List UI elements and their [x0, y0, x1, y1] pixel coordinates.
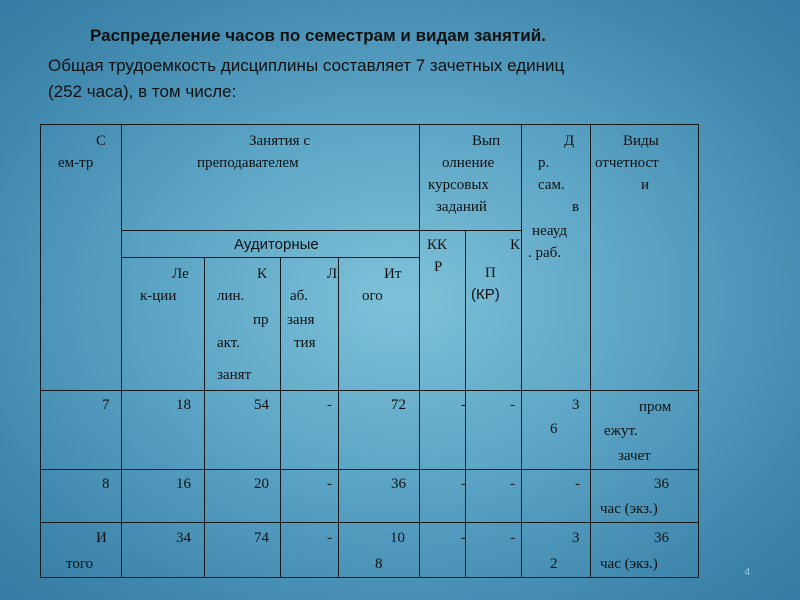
- header-semester-2: ем-тр: [58, 155, 94, 171]
- table-line-v3: [280, 257, 281, 577]
- row-7-practice: 54: [254, 397, 269, 413]
- table-border-bottom: [40, 577, 699, 578]
- header-with-teacher-2: преподавателем: [197, 155, 299, 171]
- row-7-total: 72: [391, 397, 406, 413]
- row-total-semester-2: того: [66, 556, 94, 572]
- header-report-types-3: и: [641, 177, 650, 193]
- header-self-study-1: Д: [564, 133, 575, 149]
- page-number: 4: [744, 567, 750, 578]
- header-self-study-5: неауд: [532, 223, 567, 239]
- row-total-lectures: 34: [176, 530, 191, 546]
- row-total-practice: 74: [254, 530, 269, 546]
- row-7-lectures: 18: [176, 397, 191, 413]
- header-practice-2: лин.: [217, 288, 245, 304]
- subtitle-line-2: (252 часа), в том числе:: [48, 82, 237, 101]
- row-7-kp: -: [510, 397, 515, 413]
- header-self-study-4: в: [572, 199, 580, 215]
- header-practice-1: К: [257, 266, 268, 282]
- row-7-report-3: зачет: [618, 448, 651, 464]
- header-practice-5: занят: [217, 367, 252, 383]
- row-7-report-2: ежут.: [604, 423, 638, 439]
- table-line-v5: [419, 124, 420, 577]
- row-total-total-2: 8: [375, 556, 383, 572]
- header-kkr-2: Р: [434, 259, 443, 275]
- header-kp-2: П: [485, 265, 496, 281]
- table-line-h1: [121, 230, 521, 231]
- row-8-self-study: -: [575, 476, 580, 492]
- header-report-types-2: отчетност: [595, 155, 659, 171]
- row-7-semester: 7: [102, 397, 110, 413]
- header-kkr-1: КК: [427, 237, 448, 253]
- header-coursework-4: заданий: [436, 199, 487, 215]
- row-total-report-2: час (экз.): [600, 556, 658, 572]
- slide-title: Распределение часов по семестрам и видам занятий.: [90, 26, 546, 45]
- row-total-total-1: 10: [390, 530, 405, 546]
- table-line-h4: [40, 469, 699, 470]
- row-8-kkr: -: [461, 476, 466, 492]
- header-practice-3: пр: [253, 312, 269, 328]
- header-self-study-6: . раб.: [528, 245, 562, 261]
- row-7-report-1: пром: [639, 399, 672, 415]
- row-8-kp: -: [510, 476, 515, 492]
- header-labs-2: аб.: [290, 288, 309, 304]
- header-classroom: Аудиторные: [234, 236, 319, 253]
- header-report-types-1: Виды: [623, 133, 659, 149]
- row-7-self-study-1: 3: [572, 397, 580, 413]
- row-total-report-1: 36: [654, 530, 669, 546]
- header-coursework-1: Вып: [472, 133, 501, 149]
- table-border-left: [40, 124, 41, 577]
- subtitle-line-1: Общая трудоемкость дисциплины составляет 7 зачетных единиц: [48, 56, 565, 75]
- row-total-self-study-2: 2: [550, 556, 558, 572]
- header-labs-3: заня: [287, 312, 315, 328]
- table-line-h2: [121, 257, 419, 258]
- row-7-self-study-2: 6: [550, 421, 558, 437]
- table-border-top: [40, 124, 699, 125]
- table-line-h5: [40, 522, 699, 523]
- row-7-labs: -: [327, 397, 332, 413]
- header-self-study-3: сам.: [538, 177, 565, 193]
- header-total-2: ого: [362, 288, 383, 304]
- table-line-v1: [121, 124, 122, 577]
- row-8-report-1: 36: [654, 476, 669, 492]
- table-line-h3: [40, 390, 699, 391]
- table-line-v7: [521, 124, 522, 577]
- row-total-self-study-1: 3: [572, 530, 580, 546]
- row-total-kp: -: [510, 530, 515, 546]
- header-labs-1: Л: [327, 266, 338, 282]
- row-8-lectures: 16: [176, 476, 191, 492]
- row-8-report-2: час (экз.): [600, 501, 658, 517]
- header-self-study-2: р.: [538, 155, 550, 171]
- row-8-total: 36: [391, 476, 406, 492]
- header-kp-1: К: [510, 237, 521, 253]
- header-lectures-1: Ле: [172, 266, 189, 282]
- row-total-labs: -: [327, 530, 332, 546]
- table-line-v4: [338, 257, 339, 577]
- row-total-semester-1: И: [96, 530, 107, 546]
- header-coursework-3: курсовых: [428, 177, 489, 193]
- row-8-practice: 20: [254, 476, 269, 492]
- header-lectures-2: к-ции: [140, 288, 177, 304]
- header-coursework-2: олнение: [442, 155, 495, 171]
- table-line-v2: [204, 257, 205, 577]
- header-practice-4: акт.: [217, 335, 240, 351]
- table-line-v8: [590, 124, 591, 577]
- header-kp-3: (КР): [471, 286, 500, 303]
- header-with-teacher-1: Занятия с: [249, 133, 310, 149]
- row-8-semester: 8: [102, 476, 110, 492]
- row-total-kkr: -: [461, 530, 466, 546]
- header-labs-4: тия: [294, 335, 316, 351]
- header-total-1: Ит: [384, 266, 402, 282]
- header-semester-1: С: [96, 133, 107, 149]
- table-border-right: [698, 124, 699, 577]
- row-8-labs: -: [327, 476, 332, 492]
- row-7-kkr: -: [461, 397, 466, 413]
